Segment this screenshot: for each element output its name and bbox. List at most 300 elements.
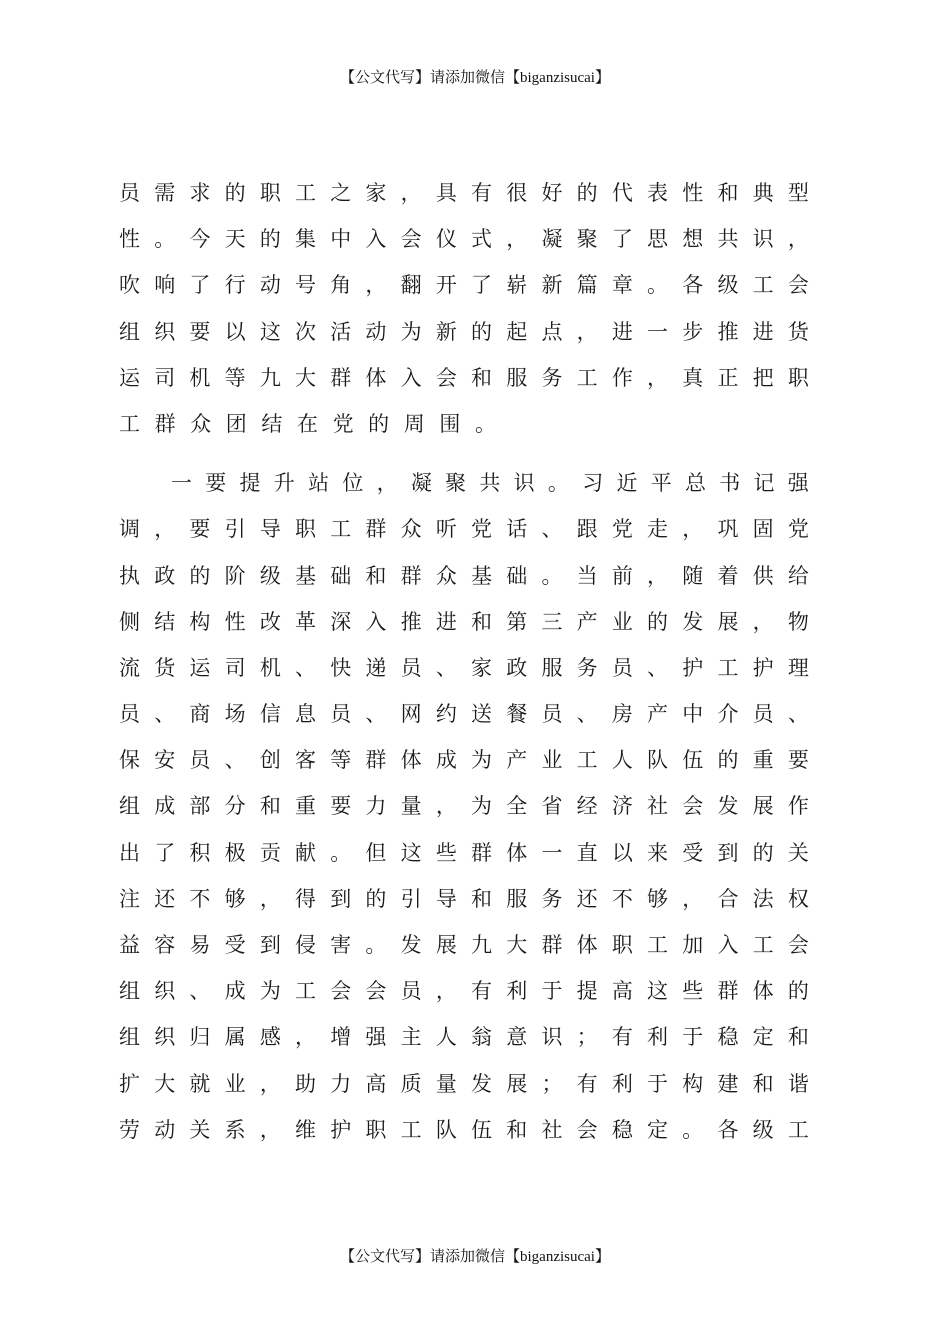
glyph: 、 bbox=[154, 702, 176, 727]
glyph: 息 bbox=[295, 702, 317, 727]
glyph: 织 bbox=[154, 1025, 176, 1050]
glyph: 就 bbox=[189, 1071, 211, 1096]
glyph: 职 bbox=[295, 517, 317, 542]
glyph: 进 bbox=[611, 319, 633, 344]
text-line bbox=[119, 783, 809, 829]
glyph: 伍 bbox=[471, 1117, 493, 1142]
glyph: 服 bbox=[506, 365, 528, 390]
glyph: 三 bbox=[541, 609, 563, 634]
glyph: 经 bbox=[576, 794, 598, 819]
glyph: 要 bbox=[205, 471, 227, 496]
glyph: 送 bbox=[471, 702, 493, 727]
glyph: 体 bbox=[576, 933, 598, 957]
glyph: 组 bbox=[119, 319, 140, 344]
glyph: ， bbox=[154, 517, 176, 542]
text-line bbox=[119, 599, 809, 645]
glyph: 的 bbox=[787, 979, 809, 1004]
glyph: 的 bbox=[368, 411, 390, 436]
glyph: 系 bbox=[224, 1117, 246, 1142]
glyph: 和 bbox=[471, 365, 493, 390]
glyph: 员 bbox=[189, 748, 211, 773]
glyph: 房 bbox=[611, 702, 633, 727]
glyph: 职 bbox=[787, 365, 809, 390]
glyph: 的 bbox=[717, 748, 739, 773]
glyph: 调 bbox=[119, 517, 140, 542]
glyph: 大 bbox=[506, 933, 528, 957]
text-line bbox=[119, 645, 809, 691]
glyph: 。 bbox=[547, 471, 569, 496]
glyph: 党 bbox=[611, 517, 633, 542]
text-line bbox=[119, 309, 809, 355]
glyph: 、 bbox=[365, 702, 387, 727]
glyph: 的 bbox=[471, 319, 493, 344]
glyph: 服 bbox=[541, 655, 563, 680]
glyph: 员 bbox=[611, 655, 633, 680]
glyph: 角 bbox=[330, 273, 352, 298]
glyph: 益 bbox=[119, 933, 140, 957]
glyph: 工 bbox=[295, 181, 317, 205]
glyph: 以 bbox=[224, 319, 246, 344]
glyph: 性 bbox=[224, 609, 246, 634]
glyph: ， bbox=[259, 1117, 281, 1142]
glyph: 。 bbox=[330, 840, 352, 865]
glyph: 流 bbox=[119, 655, 140, 680]
glyph: 展 bbox=[752, 794, 774, 819]
glyph: 走 bbox=[647, 517, 669, 542]
glyph: 关 bbox=[189, 1117, 211, 1142]
glyph: 好 bbox=[541, 181, 563, 205]
glyph: 九 bbox=[259, 365, 281, 390]
glyph: 位 bbox=[342, 471, 364, 496]
text-line bbox=[119, 401, 809, 447]
glyph: 了 bbox=[471, 273, 493, 298]
glyph: 推 bbox=[717, 319, 739, 344]
glyph: 阶 bbox=[224, 563, 246, 588]
glyph: 展 bbox=[717, 609, 739, 634]
glyph: 开 bbox=[435, 273, 457, 298]
glyph: 体 bbox=[506, 840, 528, 865]
glyph: 快 bbox=[330, 655, 352, 680]
glyph: 客 bbox=[295, 748, 317, 773]
glyph: ， bbox=[435, 979, 457, 1004]
glyph: 递 bbox=[365, 655, 387, 680]
glyph: 到 bbox=[330, 886, 352, 911]
glyph: 够 bbox=[647, 886, 669, 911]
glyph: 基 bbox=[295, 563, 317, 588]
glyph: 于 bbox=[541, 979, 563, 1004]
glyph: 团 bbox=[225, 411, 247, 436]
glyph: 人 bbox=[435, 1025, 457, 1050]
glyph: 级 bbox=[259, 563, 281, 588]
glyph: ， bbox=[400, 181, 422, 205]
glyph: 新 bbox=[435, 319, 457, 344]
glyph: 成 bbox=[435, 748, 457, 773]
glyph: 。 bbox=[541, 563, 563, 588]
glyph: 起 bbox=[506, 319, 528, 344]
glyph: 高 bbox=[365, 1071, 387, 1096]
glyph: 受 bbox=[682, 840, 704, 865]
glyph: 发 bbox=[400, 933, 422, 957]
glyph: 商 bbox=[189, 702, 211, 727]
glyph: 型 bbox=[787, 181, 809, 205]
glyph: 崭 bbox=[506, 273, 528, 298]
glyph: 工 bbox=[295, 979, 317, 1004]
glyph: 章 bbox=[611, 273, 633, 298]
glyph: 组 bbox=[119, 1025, 140, 1050]
glyph: 等 bbox=[224, 365, 246, 390]
glyph: 增 bbox=[330, 1025, 352, 1050]
glyph: 济 bbox=[611, 794, 633, 819]
glyph: 很 bbox=[506, 181, 528, 205]
text-line bbox=[119, 830, 809, 876]
glyph: 翻 bbox=[400, 273, 422, 298]
glyph: 聚 bbox=[576, 227, 598, 252]
glyph: 货 bbox=[787, 319, 809, 344]
glyph: 产 bbox=[506, 748, 528, 773]
glyph: 社 bbox=[647, 794, 669, 819]
glyph: 受 bbox=[224, 933, 246, 957]
glyph: 响 bbox=[154, 273, 176, 298]
glyph: 识 bbox=[513, 471, 535, 496]
glyph: 动 bbox=[365, 319, 387, 344]
glyph: 业 bbox=[224, 1071, 246, 1096]
glyph: 政 bbox=[506, 655, 528, 680]
glyph: 餐 bbox=[506, 702, 528, 727]
glyph: 量 bbox=[435, 1071, 457, 1096]
text-line bbox=[119, 460, 809, 506]
glyph: 直 bbox=[576, 840, 598, 865]
glyph: 行 bbox=[224, 273, 246, 298]
glyph: 话 bbox=[506, 517, 528, 542]
glyph: 提 bbox=[576, 979, 598, 1004]
glyph: 执 bbox=[119, 563, 140, 588]
glyph: 的 bbox=[365, 886, 387, 911]
glyph: 织 bbox=[154, 319, 176, 344]
glyph: 体 bbox=[400, 748, 422, 773]
glyph: 产 bbox=[576, 609, 598, 634]
glyph: 和 bbox=[365, 563, 387, 588]
glyph: 动 bbox=[259, 273, 281, 298]
glyph: 到 bbox=[259, 933, 281, 957]
glyph: 稳 bbox=[717, 1025, 739, 1050]
glyph: 跟 bbox=[576, 517, 598, 542]
glyph: 网 bbox=[400, 702, 422, 727]
glyph: 工 bbox=[647, 933, 669, 957]
glyph: 务 bbox=[541, 886, 563, 911]
glyph: 给 bbox=[787, 563, 809, 588]
glyph: 护 bbox=[752, 655, 774, 680]
glyph: 产 bbox=[647, 702, 669, 727]
text-line bbox=[119, 1061, 809, 1107]
glyph: 护 bbox=[330, 1117, 352, 1142]
glyph: 和 bbox=[717, 181, 739, 205]
glyph: ， bbox=[682, 886, 704, 911]
glyph: 今 bbox=[189, 227, 211, 252]
text-line bbox=[119, 737, 809, 783]
glyph: ， bbox=[365, 273, 387, 298]
glyph: 司 bbox=[224, 655, 246, 680]
glyph: 出 bbox=[119, 840, 140, 865]
glyph: 机 bbox=[259, 655, 281, 680]
glyph: 组 bbox=[119, 794, 140, 819]
glyph: 前 bbox=[611, 563, 633, 588]
glyph: ， bbox=[752, 609, 774, 634]
text-line bbox=[119, 262, 809, 308]
glyph: 极 bbox=[224, 840, 246, 865]
glyph: 作 bbox=[611, 365, 633, 390]
glyph: 约 bbox=[435, 702, 457, 727]
glyph: 法 bbox=[752, 886, 774, 911]
glyph: 等 bbox=[330, 748, 352, 773]
glyph: 着 bbox=[717, 563, 739, 588]
glyph: 要 bbox=[787, 748, 809, 773]
glyph: 群 bbox=[365, 748, 387, 773]
glyph: 和 bbox=[506, 1117, 528, 1142]
glyph: 成 bbox=[224, 979, 246, 1004]
glyph: 会 bbox=[400, 227, 422, 252]
glyph: 体 bbox=[752, 979, 774, 1004]
glyph: 典 bbox=[752, 181, 774, 205]
glyph: 一 bbox=[171, 471, 192, 496]
glyph: 献 bbox=[295, 840, 317, 865]
glyph: 要 bbox=[189, 517, 211, 542]
glyph: 群 bbox=[400, 563, 422, 588]
glyph: 社 bbox=[541, 1117, 563, 1142]
glyph: 机 bbox=[189, 365, 211, 390]
glyph: 活 bbox=[330, 319, 352, 344]
glyph: 展 bbox=[506, 1071, 528, 1096]
glyph: 定 bbox=[647, 1117, 669, 1142]
glyph: 提 bbox=[239, 471, 261, 496]
glyph: 力 bbox=[365, 794, 387, 819]
text-line bbox=[119, 691, 809, 737]
glyph: 九 bbox=[471, 933, 493, 957]
glyph: 识 bbox=[541, 1025, 563, 1050]
glyph: 务 bbox=[576, 655, 598, 680]
glyph: 正 bbox=[717, 365, 739, 390]
paragraph bbox=[119, 460, 809, 1153]
glyph: 了 bbox=[189, 273, 211, 298]
glyph: 改 bbox=[259, 609, 281, 634]
glyph: 凝 bbox=[541, 227, 563, 252]
glyph: 会 bbox=[682, 794, 704, 819]
glyph: 平 bbox=[650, 471, 672, 496]
glyph: 随 bbox=[682, 563, 704, 588]
glyph: 侧 bbox=[119, 609, 140, 634]
glyph: 引 bbox=[400, 886, 422, 911]
glyph: 理 bbox=[787, 655, 809, 680]
glyph: 和 bbox=[471, 609, 493, 634]
glyph: 大 bbox=[154, 1071, 176, 1096]
glyph: 展 bbox=[435, 933, 457, 957]
glyph: 到 bbox=[717, 840, 739, 865]
glyph: 党 bbox=[787, 517, 809, 542]
glyph: 有 bbox=[471, 181, 493, 205]
glyph: 式 bbox=[471, 227, 493, 252]
glyph: 感 bbox=[259, 1025, 281, 1050]
glyph: 思 bbox=[647, 227, 669, 252]
glyph: 求 bbox=[189, 181, 211, 205]
glyph: 巩 bbox=[717, 517, 739, 542]
glyph: 工 bbox=[752, 933, 774, 957]
glyph: ， bbox=[376, 471, 398, 496]
glyph: 人 bbox=[611, 748, 633, 773]
glyph: 围 bbox=[439, 411, 461, 436]
glyph: 关 bbox=[787, 840, 809, 865]
glyph: 侵 bbox=[295, 933, 317, 957]
text-line bbox=[119, 506, 809, 552]
glyph: 还 bbox=[154, 886, 176, 911]
glyph: 党 bbox=[471, 517, 493, 542]
glyph: 维 bbox=[295, 1117, 317, 1142]
glyph: 于 bbox=[647, 1071, 669, 1096]
glyph: 来 bbox=[647, 840, 669, 865]
glyph: 了 bbox=[611, 227, 633, 252]
glyph: 工 bbox=[330, 517, 352, 542]
glyph: 为 bbox=[471, 748, 493, 773]
glyph: 扩 bbox=[119, 1071, 140, 1096]
glyph: ， bbox=[259, 886, 281, 911]
glyph: 助 bbox=[295, 1071, 317, 1096]
glyph: 吹 bbox=[119, 273, 140, 298]
glyph: 安 bbox=[154, 748, 176, 773]
glyph: 作 bbox=[787, 794, 809, 819]
glyph: 党 bbox=[332, 411, 354, 436]
glyph: 为 bbox=[259, 979, 281, 1004]
glyph: 工 bbox=[717, 655, 739, 680]
glyph: ， bbox=[435, 794, 457, 819]
glyph: 权 bbox=[787, 886, 809, 911]
glyph: 职 bbox=[365, 1117, 387, 1142]
glyph: 供 bbox=[752, 563, 774, 588]
glyph: 合 bbox=[717, 886, 739, 911]
glyph: 谐 bbox=[787, 1071, 809, 1096]
glyph: 群 bbox=[330, 365, 352, 390]
glyph: 信 bbox=[259, 702, 281, 727]
text-line bbox=[119, 170, 809, 216]
glyph: 第 bbox=[506, 609, 528, 634]
glyph: 高 bbox=[611, 979, 633, 1004]
glyph: 重 bbox=[752, 748, 774, 773]
glyph: 定 bbox=[752, 1025, 774, 1050]
glyph: 业 bbox=[541, 748, 563, 773]
glyph: 。 bbox=[154, 227, 176, 252]
glyph: 固 bbox=[752, 517, 774, 542]
glyph: 、 bbox=[576, 702, 598, 727]
glyph: 入 bbox=[365, 609, 387, 634]
glyph: 天 bbox=[224, 227, 246, 252]
glyph: 员 bbox=[119, 702, 140, 727]
glyph: 员 bbox=[752, 702, 774, 727]
glyph: 但 bbox=[365, 840, 387, 865]
glyph: 加 bbox=[682, 933, 704, 957]
glyph: 要 bbox=[330, 794, 352, 819]
glyph: 和 bbox=[471, 886, 493, 911]
glyph: 这 bbox=[259, 319, 281, 344]
glyph: 这 bbox=[400, 840, 422, 865]
paragraph bbox=[119, 170, 809, 447]
glyph: 场 bbox=[224, 702, 246, 727]
glyph: 强 bbox=[365, 1025, 387, 1050]
glyph: 工 bbox=[400, 1117, 422, 1142]
glyph: 各 bbox=[682, 273, 704, 298]
glyph: 周 bbox=[403, 411, 425, 436]
glyph: 以 bbox=[611, 840, 633, 865]
glyph: ； bbox=[576, 1025, 598, 1050]
glyph: 书 bbox=[719, 471, 741, 496]
glyph: 升 bbox=[273, 471, 295, 496]
glyph: ； bbox=[541, 1071, 563, 1096]
glyph: 职 bbox=[611, 933, 633, 957]
glyph: 质 bbox=[400, 1071, 422, 1096]
glyph: 众 bbox=[435, 563, 457, 588]
glyph: 够 bbox=[224, 886, 246, 911]
glyph: 新 bbox=[541, 273, 563, 298]
glyph: 注 bbox=[119, 886, 140, 911]
glyph: 体 bbox=[365, 365, 387, 390]
glyph: 队 bbox=[435, 1117, 457, 1142]
glyph: 之 bbox=[330, 181, 352, 205]
glyph: 构 bbox=[189, 609, 211, 634]
glyph: 集 bbox=[295, 227, 317, 252]
glyph: 会 bbox=[330, 979, 352, 1004]
glyph: 贡 bbox=[259, 840, 281, 865]
glyph: 的 bbox=[752, 840, 774, 865]
glyph: 把 bbox=[752, 365, 774, 390]
glyph: 会 bbox=[365, 979, 387, 1004]
glyph: 属 bbox=[224, 1025, 246, 1050]
glyph: 工 bbox=[576, 365, 598, 390]
glyph: 不 bbox=[611, 886, 633, 911]
glyph: 大 bbox=[295, 365, 317, 390]
glyph: 性 bbox=[119, 227, 140, 252]
glyph: 。 bbox=[647, 273, 669, 298]
glyph: 工 bbox=[752, 273, 774, 298]
glyph: 和 bbox=[787, 1025, 809, 1050]
glyph: 政 bbox=[154, 563, 176, 588]
glyph: 一 bbox=[541, 840, 563, 865]
glyph: 的 bbox=[224, 181, 246, 205]
glyph: 有 bbox=[471, 979, 493, 1004]
glyph: 运 bbox=[119, 365, 140, 390]
glyph: 进 bbox=[435, 609, 457, 634]
glyph: 有 bbox=[576, 1071, 598, 1096]
glyph: 真 bbox=[682, 365, 704, 390]
glyph: 群 bbox=[541, 933, 563, 957]
glyph: 职 bbox=[259, 181, 281, 205]
glyph: 部 bbox=[189, 794, 211, 819]
glyph: 业 bbox=[611, 609, 633, 634]
glyph: 础 bbox=[506, 563, 528, 588]
glyph: 发 bbox=[682, 609, 704, 634]
glyph: 队 bbox=[647, 748, 669, 773]
glyph: 和 bbox=[752, 1071, 774, 1096]
glyph: 革 bbox=[295, 609, 317, 634]
glyph: 司 bbox=[154, 365, 176, 390]
glyph: 结 bbox=[154, 609, 176, 634]
glyph: 群 bbox=[154, 411, 176, 436]
glyph: 翁 bbox=[471, 1025, 493, 1050]
glyph: ， bbox=[647, 365, 669, 390]
glyph: 级 bbox=[717, 273, 739, 298]
glyph: 害 bbox=[330, 933, 352, 957]
glyph: ， bbox=[682, 517, 704, 542]
glyph: 货 bbox=[154, 655, 176, 680]
glyph: 为 bbox=[400, 319, 422, 344]
glyph: ， bbox=[787, 227, 809, 252]
glyph: 记 bbox=[753, 471, 775, 496]
glyph: 听 bbox=[435, 517, 457, 542]
